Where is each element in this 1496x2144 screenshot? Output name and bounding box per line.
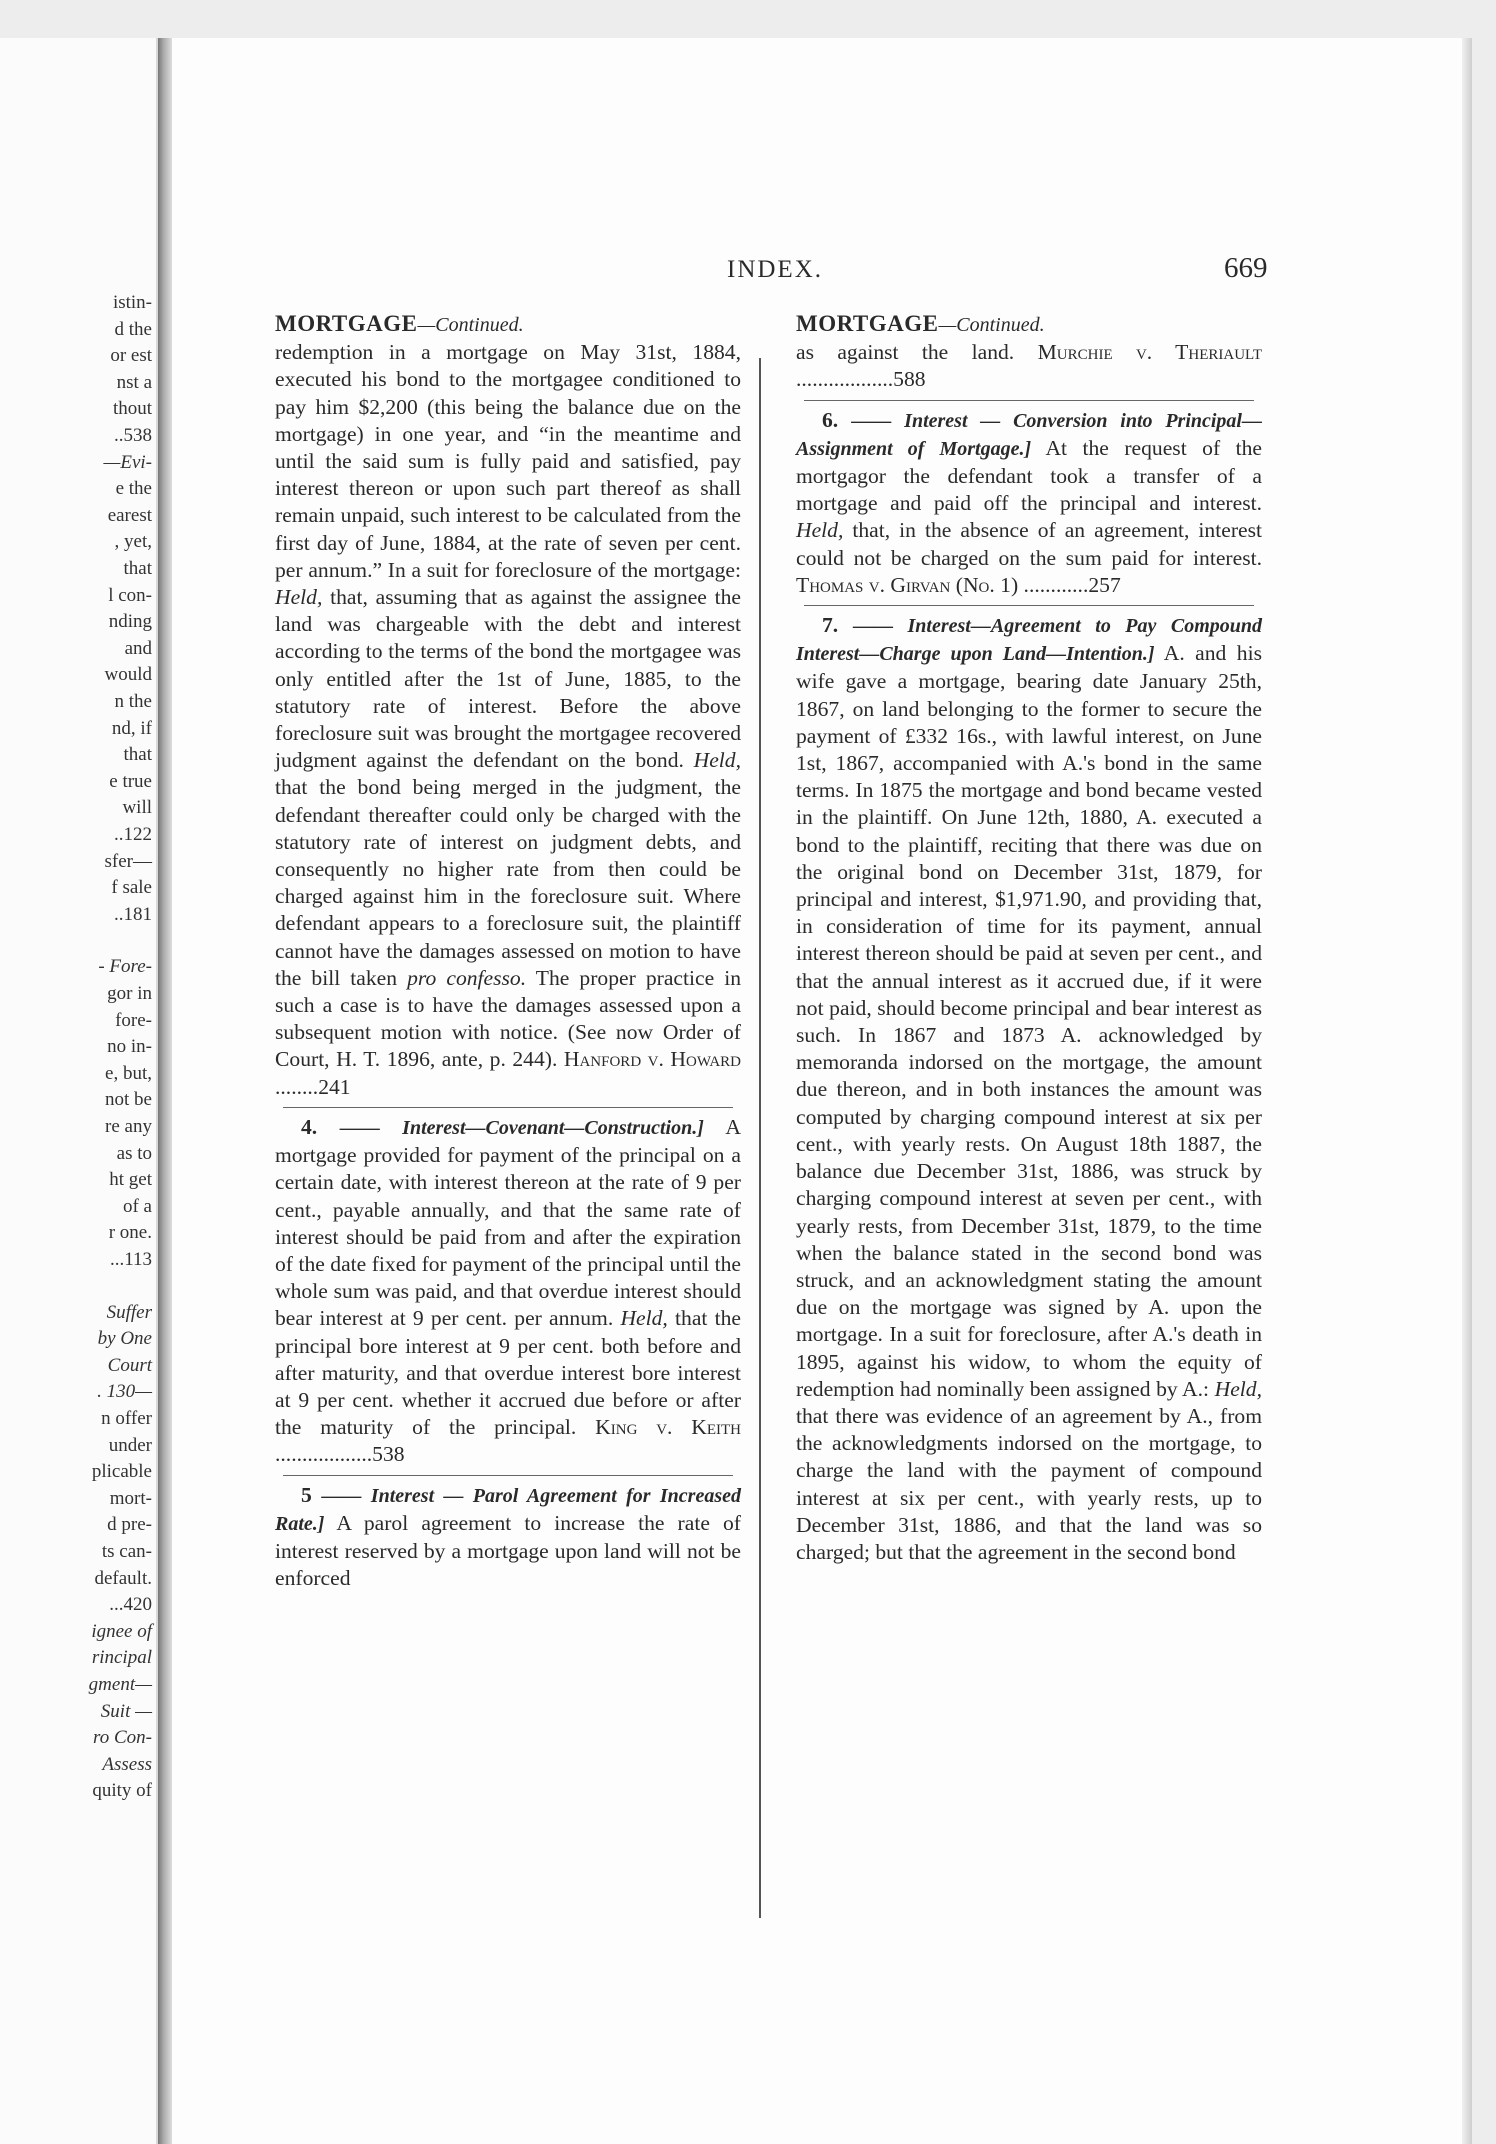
- page-reference: 257: [1088, 572, 1121, 597]
- previous-page-fragment: mort-: [109, 1487, 152, 1509]
- previous-page-fragment: e true: [109, 770, 152, 792]
- previous-page-fragment: n the: [114, 691, 152, 712]
- book-gutter: [158, 38, 172, 2144]
- right-column: [796, 310, 1262, 1566]
- previous-page-fragment: that: [123, 744, 152, 766]
- previous-page-fragment: Suffer: [106, 1301, 152, 1323]
- previous-page-fragment: , yet,: [114, 531, 152, 553]
- previous-page-fragment: gment—: [88, 1674, 152, 1695]
- previous-page-fragment: - Fore-: [98, 956, 152, 978]
- previous-page-fragment: ...420: [109, 1594, 152, 1616]
- page-number: 669: [1224, 252, 1268, 284]
- previous-page-fragment: ht get: [109, 1169, 152, 1191]
- entry-rule: [283, 1475, 733, 1476]
- previous-page-fragment: default.: [94, 1567, 152, 1589]
- previous-page-fragment: as to: [116, 1142, 152, 1164]
- previous-page-fragment: Suit —: [100, 1700, 152, 1722]
- running-head: INDEX.: [727, 256, 824, 283]
- previous-page-fragment: —Evi-: [103, 451, 152, 473]
- previous-page-fragment: ro Con-: [93, 1727, 152, 1749]
- previous-page-fragment: ..181: [114, 903, 152, 925]
- case-citation: Murchie v. Theriault: [1037, 340, 1262, 365]
- previous-page-fragment: rincipal: [91, 1647, 152, 1669]
- previous-page-fragment: no in-: [107, 1036, 152, 1058]
- previous-page-fragment: and: [124, 637, 152, 659]
- previous-page-fragment: re any: [105, 1116, 152, 1137]
- case-citation: Hanford v. Howard: [563, 1047, 741, 1072]
- entry-rule: [804, 605, 1254, 606]
- previous-page-fragment: istin-: [112, 292, 152, 313]
- previous-page-fragment: ts can-: [101, 1541, 152, 1562]
- previous-page-fragment: e, but,: [105, 1062, 152, 1084]
- previous-page-edge: [0, 38, 158, 2144]
- previous-page-fragment: l con-: [108, 584, 152, 606]
- entry-rule: [283, 1107, 733, 1108]
- previous-page-fragment: e the: [115, 478, 152, 500]
- page-reference: 538: [372, 1442, 405, 1467]
- entry-6: 6. —— Interest — Conversion into Principal—Assignment of Mortgage.] At the request of the mortgagor the defendant took a transfer of a mortgage and paid off the principal and interest. Held, that, in the absence of an agreement, interest could not be charged on the sum paid for interest. Thomas v. Girvan (No. 1) ............257: [796, 407, 1262, 597]
- previous-page-fragment: thout: [112, 398, 152, 420]
- column-heading: MORTGAGE—Continued.: [275, 311, 524, 336]
- previous-page-fragment: n offer: [101, 1408, 152, 1429]
- column-divider: [759, 358, 761, 1918]
- previous-page-fragment: plicable: [91, 1461, 152, 1483]
- previous-page-fragment: ignee of: [91, 1620, 152, 1642]
- entry-rule: [804, 400, 1254, 401]
- previous-page-fragment: of a: [122, 1195, 152, 1217]
- previous-page-fragment: Court: [107, 1354, 152, 1376]
- previous-page-fragment: nding: [108, 611, 152, 633]
- previous-page-fragment: ...113: [109, 1249, 152, 1270]
- previous-page-fragment: nst a: [116, 371, 152, 393]
- entry-continued: redemption in a mortgage on May 31st, 1884, executed his bond to the mortgagee conditioned to pay him $2,200 (this being the balance due on the mortgage) in one year, and “in the meantime and until the said sum is fully paid and satisfied, pay interest thereon or upon such part thereof as shall remain unpaid, such interest to be calculated from the first day of June, 1884, at the rate of seven per cent. per annum.” In a suit for foreclosure of the mortgage: Held, that, assuming that as against the assignee the land was chargeable with the debt and interest according to the terms of the bond the mortgagee was only entitled after the 1st of June, 1885, to the statutory rate of interest. Before the above foreclosure suit was brought the mortgagee recovered judgment against the defendant on the bond. Held, that the bond being merged in the judgment, the defendant thereafter could only be charged with the statutory rate of interest on judgment debts, and consequently no higher rate from then could be charged against him in the foreclosure suit. Where defendant appears to a foreclosure suit, the plaintiff cannot have the damages assessed on motion to have the bill taken pro confesso. The proper practice in such a case is to have the damages assessed upon a subsequent motion with notice. (See now Order of Court, H. T. 1896, ante, p. 244). Hanford v. Howard ........241: [275, 340, 741, 1099]
- previous-page-fragment: earest: [107, 504, 152, 526]
- previous-page-fragment: quity of: [92, 1780, 152, 1802]
- case-citation: Thomas v. Girvan (No. 1): [796, 572, 1019, 597]
- previous-page-fragment: will: [122, 797, 152, 819]
- index-page: [172, 38, 1472, 2144]
- previous-page-fragment: Assess: [102, 1753, 152, 1775]
- previous-page-fragment: f sale: [111, 877, 152, 899]
- previous-page-fragment: . 130—: [97, 1381, 152, 1403]
- entry-7: 7. —— Interest—Agreement to Pay Compound Interest—Charge upon Land—Intention.] A. and his wife gave a mortgage, bearing date January 25th, 1867, on land belonging to the former to secure the payment of £332 16s., with lawful interest, on June 1st, 1867, accompanied with A.'s bond in the same terms. In 1875 the mortgage and bond became vested in the plaintiff. On June 12th, 1880, A. executed a bond to the plaintiff, reciting that there was due on the original bond on December 31st, 1879, for principal and interest, $1,971.90, and providing that, in consideration of time for its payment, annual interest thereon should be paid at seven per cent., and that the annual interest as it accrued due, if it were not paid, should become principal and bear interest as such. In 1867 and 1873 A. acknowledged by memoranda indorsed on the mortgage, the amount due thereon, and in both instances the amount was computed by charging compound interest at six per cent., with yearly rests. On August 18th 1887, the balance due December 31st, 1886, was struck by charging compound interest at seven per cent., with yearly rests, from December 31st, 1879, to the time when the balance stated in the second bond was struck, and an acknowledgment stating the amount due on the mortgage was signed by A. upon the mortgage. In a suit for foreclosure, after A.'s death in 1895, against his widow, to whom the equity of redemption had nominally been assigned by A.: Held, that there was evidence of an agreement by A., from the acknowledgments indorsed on the mortgage, to charge the land with the payment of compound interest at six per cent., with yearly rests, up to December 31st, 1886, and that the land was so charged; but that the agreement in the second bond: [796, 613, 1262, 1564]
- previous-page-fragment: nd, if: [111, 717, 152, 739]
- previous-page-fragment: fore-: [115, 1009, 152, 1031]
- case-citation: King v. Keith: [595, 1415, 742, 1440]
- page-reference: 588: [893, 367, 926, 392]
- previous-page-fragment: d the: [114, 318, 152, 340]
- previous-page-fragment: not be: [105, 1089, 152, 1111]
- previous-page-fragment: ..122: [114, 824, 152, 845]
- previous-page-fragment: would: [104, 664, 152, 686]
- previous-page-fragment: d pre-: [107, 1514, 152, 1536]
- previous-page-fragment: sfer—: [104, 850, 152, 872]
- previous-page-fragment: ..538: [114, 425, 152, 446]
- previous-page-fragment: gor in: [107, 983, 152, 1004]
- column-heading: MORTGAGE—Continued.: [796, 311, 1045, 336]
- previous-page-fragment: under: [108, 1434, 152, 1456]
- entry-continued: as against the land. Murchie v. Theriault ..................588: [796, 340, 1262, 392]
- entry-4: 4. —— Interest—Covenant—Construction.] A mortgage provided for payment of the principal on a certain date, with interest thereon at the rate of 9 per cent., payable annually, and that the same rate of interest should be paid from and after the expiration of the date fixed for payment of the principal until the whole sum was paid, and that overdue interest should bear interest at 9 per cent. per annum. Held, that the principal bore interest at 9 per cent. both before and after maturity, and that overdue interest bore interest at 9 per cent. whether it accrued due before or after the maturity of the principal. King v. Keith ..................538: [275, 1114, 742, 1467]
- previous-page-fragment: by One: [97, 1328, 152, 1350]
- previous-page-fragment: that: [123, 558, 152, 579]
- previous-page-fragment: r one.: [108, 1222, 152, 1244]
- page-reference: 241: [318, 1074, 351, 1099]
- entry-5: 5 —— Interest — Parol Agreement for Increased Rate.] A parol agreement to increase the rate of interest reserved by a mortgage upon land will not be enforced: [275, 1482, 741, 1591]
- previous-page-fragment: or est: [110, 345, 152, 367]
- left-column: [275, 310, 741, 1592]
